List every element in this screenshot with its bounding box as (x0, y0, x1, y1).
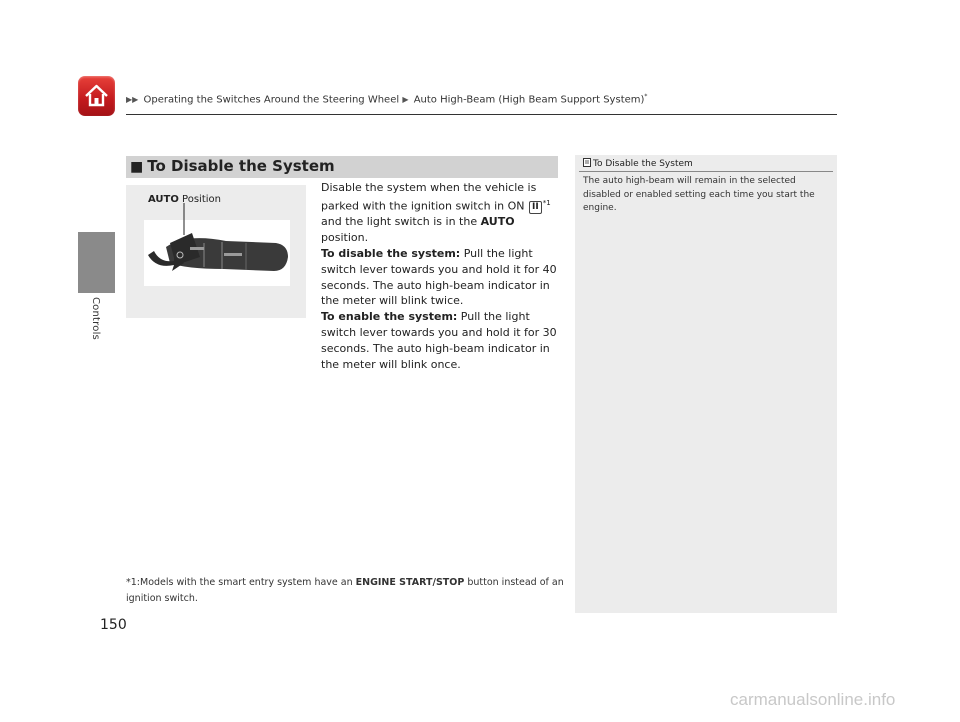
breadcrumb-marker: ▶▶ (126, 95, 139, 105)
footnote-reference[interactable]: *1 (542, 198, 551, 207)
footnote-prefix: *1:Models with the smart entry system have an (126, 577, 356, 588)
section-marker: ■ (130, 159, 144, 175)
side-note-panel (575, 155, 837, 613)
chapter-tab[interactable] (78, 232, 115, 293)
intro-text-1: Disable the system when the vehicle is parked with the ignition switch in ON (321, 181, 537, 213)
disable-text: Pull the light switch lever towards you and hold it for 40 seconds. The auto high-beam indicator in the meter will blink twice. (321, 247, 557, 308)
intro-paragraph (321, 180, 561, 246)
figure-caption-rest: Position (178, 194, 221, 205)
breadcrumb-asterisk: * (644, 93, 648, 100)
side-note-divider (579, 171, 833, 172)
footnote-bold: ENGINE START/STOP (355, 577, 465, 588)
breadcrumb-link-switches[interactable]: Operating the Switches Around the Steering Wheel (143, 94, 400, 106)
figure-caption-bold: AUTO (148, 194, 179, 205)
note-icon (583, 158, 591, 167)
home-icon (83, 82, 110, 109)
side-note-title (583, 158, 693, 169)
home-button[interactable] (78, 76, 115, 116)
footnote (126, 575, 566, 607)
breadcrumb-separator: ▶ (402, 95, 409, 105)
intro-text-3: position. (321, 231, 369, 245)
disable-label: To disable the system: (321, 247, 461, 261)
breadcrumb (126, 93, 647, 105)
enable-text: Pull the light switch lever towards you and hold it for 30 seconds. The auto high-beam indicator in the meter will blink once. (321, 310, 557, 371)
enable-paragraph (321, 309, 561, 372)
side-note-text: The auto high-beam will remain in the selected disabled or enabled setting each time you start the engine. (583, 176, 815, 213)
enable-label: To enable the system: (321, 310, 458, 324)
chapter-label: Controls (90, 297, 101, 340)
page-number: 150 (100, 617, 127, 633)
disable-paragraph (321, 246, 561, 309)
ignition-on-symbol: II (529, 201, 542, 214)
section-heading-bar (126, 156, 558, 178)
breadcrumb-current: Auto High-Beam (High Beam Support System) (413, 94, 645, 106)
section-title-text: To Disable the System (147, 157, 335, 175)
footnote-suffix: button instead of an ignition switch. (126, 577, 564, 604)
header-divider (126, 114, 837, 115)
light-switch-lever-illustration (126, 185, 306, 318)
side-note-title-text: To Disable the System (593, 159, 693, 169)
light-switch-figure (126, 185, 306, 318)
watermark: carmanualsonline.info (730, 690, 896, 709)
intro-auto-bold: AUTO (480, 215, 515, 229)
intro-text-2: and the light switch is in the (321, 215, 481, 229)
section-title (130, 157, 335, 175)
body-text (321, 180, 561, 372)
